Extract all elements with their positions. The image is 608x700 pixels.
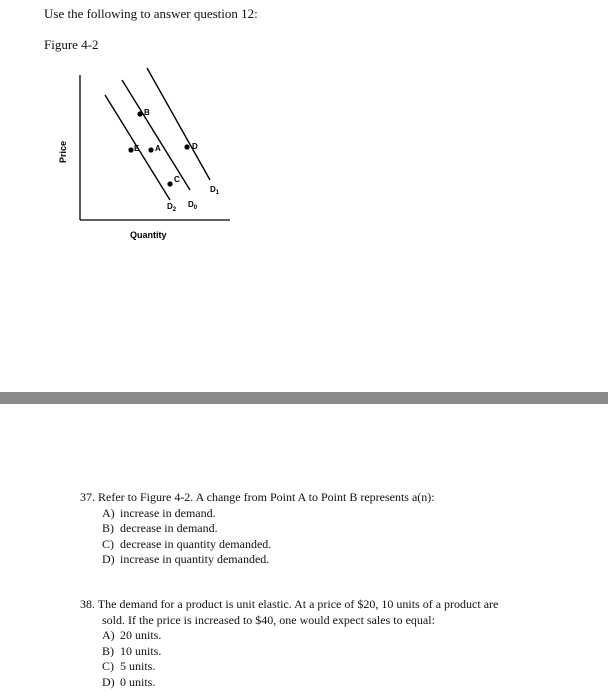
curve-label-d0: $D_0$	[188, 200, 198, 211]
question-number: 37.	[80, 490, 95, 504]
instruction-text: Use the following to answer question 12:	[44, 6, 258, 21]
point-e-dot	[128, 147, 133, 152]
demand-curve-d0	[122, 80, 190, 190]
option-a: A) increase in demand.	[102, 505, 216, 520]
question-text: Refer to Figure 4-2. A change from Point A to Point B represents a(n):	[98, 490, 435, 504]
option-a: A) 20 units.	[102, 628, 162, 642]
question-text-line-2: sold. If the price is increased to $40, one would expect sales to equal:	[102, 612, 435, 627]
question-number: 38.	[80, 597, 95, 611]
point-b-dot	[137, 111, 142, 116]
question-text: The demand for a product is unit elastic. At a price of $20, 10 units of a product are	[97, 597, 499, 611]
option-b: B) decrease in demand.	[102, 521, 218, 535]
figure-label: Figure 4-2	[44, 37, 99, 52]
demand-shift-figure	[50, 60, 250, 250]
question-38	[80, 597, 498, 690]
point-b-label: B	[144, 108, 150, 117]
point-c-dot	[167, 181, 172, 186]
curve-label-d2: $D_2$	[167, 202, 177, 213]
option-b: B) 10 units.	[102, 643, 162, 658]
option-d: D) increase in quantity demanded.	[102, 552, 270, 566]
point-d-label: D	[192, 142, 198, 151]
point-c-label: C	[174, 175, 180, 184]
option-c: C) 5 units.	[102, 659, 156, 673]
x-axis-label: Quantity	[130, 230, 167, 240]
point-e-label: E	[134, 144, 140, 153]
point-a-dot	[148, 147, 153, 152]
curve-label-d1: $D_1$	[210, 185, 220, 196]
page-divider	[0, 392, 608, 404]
question-37	[80, 490, 435, 568]
point-a-label: A	[155, 144, 161, 153]
option-c: C) decrease in quantity demanded.	[102, 536, 272, 551]
option-d: D) 0 units.	[102, 674, 156, 689]
point-d-dot	[184, 144, 189, 149]
demand-curve-d1	[147, 68, 210, 180]
y-axis-label: Price	[58, 140, 68, 163]
